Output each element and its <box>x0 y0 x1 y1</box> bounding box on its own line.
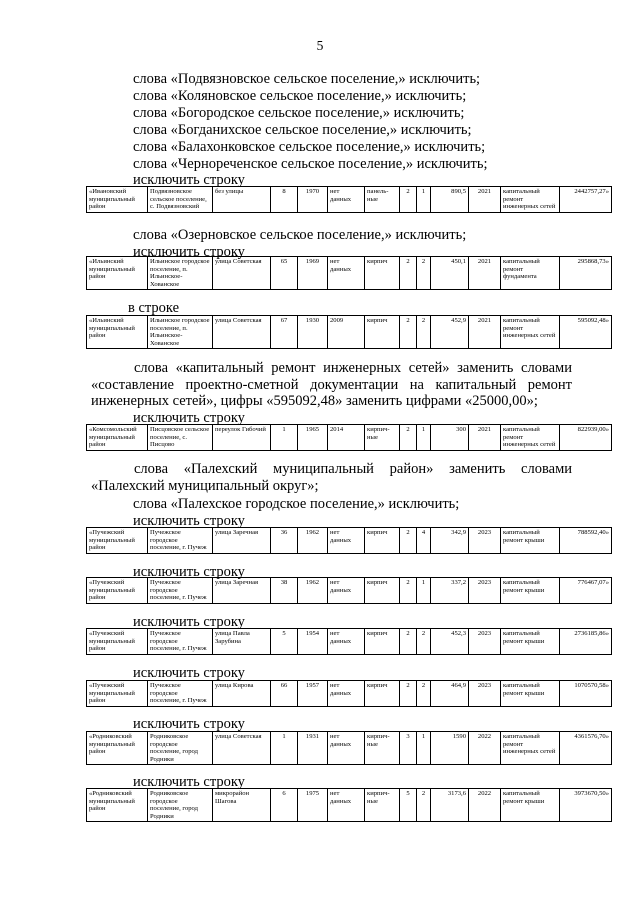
cell-area: 452,9 <box>431 316 469 349</box>
paragraph-line: слова «Палехский муниципальный район» заменить словами <box>134 461 572 477</box>
cell-wall-material: кирпич <box>365 629 400 655</box>
cell-work-type: капитальный ремонт инженерных сетей <box>501 316 560 349</box>
cell-cost: 3973670,50» <box>560 789 612 822</box>
cell-year-overhaul: 2009 <box>328 316 365 349</box>
cell-year-built: 1969 <box>298 257 328 290</box>
cell-district: «Комсомольский муниципальный район <box>87 425 148 451</box>
table-row <box>86 788 612 822</box>
text-line: исключить строку <box>133 665 245 681</box>
cell-street: улица Павла Зарубина <box>213 629 271 655</box>
cell-year-overhaul: нет данных <box>328 789 365 822</box>
page-number: 5 <box>316 38 324 53</box>
text-line: слова «Озерновское сельское поселение,» исключить; <box>133 227 467 243</box>
cell-wall-material: кирпич <box>365 316 400 349</box>
cell-house-number: 66 <box>271 681 298 707</box>
cell-year-overhaul: нет данных <box>328 732 365 765</box>
table-row-cells <box>87 425 612 451</box>
text-line: слова «Подвязновское сельское поселение,» исключить; <box>133 71 481 87</box>
cell-year-built: 1965 <box>298 425 328 451</box>
cell-house-number: 6 <box>271 789 298 822</box>
cell-district: «Пучежский муниципальный район <box>87 528 148 554</box>
cell-street: переулок Гибочий <box>213 425 271 451</box>
cell-work-type: капитальный ремонт крыши <box>501 789 560 822</box>
cell-entrances: 1 <box>417 425 431 451</box>
cell-year-built: 1930 <box>298 316 328 349</box>
cell-year-overhaul: нет данных <box>328 681 365 707</box>
cell-area: 300 <box>431 425 469 451</box>
paragraph <box>91 360 572 410</box>
cell-area: 464,9 <box>431 681 469 707</box>
cell-year-planned: 2021 <box>469 257 501 290</box>
text-line: слова «Коляновское сельское поселение,» исключить; <box>133 88 467 104</box>
table-row-cells <box>87 789 612 822</box>
cell-year-planned: 2022 <box>469 789 501 822</box>
cell-floors: 2 <box>400 528 417 554</box>
cell-settlement: Писцовское сельское поселение, с. Писцово <box>148 425 213 451</box>
cell-cost: 776467,07» <box>560 578 612 604</box>
cell-settlement: Пучежское городское поселение, г. Пучеж <box>148 681 213 707</box>
cell-settlement: Пучежское городское поселение, г. Пучеж <box>148 578 213 604</box>
cell-work-type: капитальный ремонт крыши <box>501 629 560 655</box>
paragraph-line: «составление проектно-сметной документации на капитальный ремонт <box>91 376 572 393</box>
cell-entrances: 4 <box>417 528 431 554</box>
cell-street: улица Заречная <box>213 528 271 554</box>
paragraph-line: слова «капитальный ремонт инженерных сетей» заменить словами <box>134 360 572 376</box>
cell-cost: 295868,73» <box>560 257 612 290</box>
cell-house-number: 1 <box>271 425 298 451</box>
table-row <box>86 315 612 349</box>
cell-cost: 4361576,70» <box>560 732 612 765</box>
text-line: исключить строку <box>133 774 245 790</box>
cell-area: 342,9 <box>431 528 469 554</box>
cell-settlement: Подвязновское сельское поселение, с. Подвязновский <box>148 187 213 213</box>
cell-work-type: капитальный ремонт крыши <box>501 681 560 707</box>
text-line: слова «Богданихское сельское поселение,» исключить; <box>133 122 472 138</box>
cell-settlement: Ильинское городское поселение, п. Ильинское-Хованское <box>148 257 213 290</box>
cell-floors: 2 <box>400 681 417 707</box>
cell-year-built: 1954 <box>298 629 328 655</box>
cell-entrances: 1 <box>417 732 431 765</box>
cell-entrances: 2 <box>417 789 431 822</box>
table-row <box>86 577 612 604</box>
cell-street: без улицы <box>213 187 271 213</box>
cell-district: «Пучежский муниципальный район <box>87 629 148 655</box>
cell-entrances: 2 <box>417 629 431 655</box>
cell-settlement: Пучежское городское поселение, г. Пучеж <box>148 629 213 655</box>
cell-house-number: 5 <box>271 629 298 655</box>
cell-year-built: 1962 <box>298 578 328 604</box>
cell-district: «Ильинский муниципальный район <box>87 316 148 349</box>
cell-year-built: 1957 <box>298 681 328 707</box>
cell-year-overhaul: нет данных <box>328 528 365 554</box>
text-line: слова «Богородское сельское поселение,» исключить; <box>133 105 465 121</box>
cell-street: микрорайон Шагова <box>213 789 271 822</box>
cell-street: улица Советская <box>213 257 271 290</box>
cell-area: 450,1 <box>431 257 469 290</box>
cell-floors: 2 <box>400 578 417 604</box>
cell-wall-material: панель-ные <box>365 187 400 213</box>
cell-floors: 2 <box>400 257 417 290</box>
cell-wall-material: кирпич <box>365 578 400 604</box>
cell-wall-material: кирпич <box>365 257 400 290</box>
cell-settlement: Родниковское городское поселение, город Родники <box>148 789 213 822</box>
cell-district: «Ивановский муниципальный район <box>87 187 148 213</box>
table-row <box>86 256 612 290</box>
table-row-cells <box>87 528 612 554</box>
cell-floors: 3 <box>400 732 417 765</box>
cell-entrances: 2 <box>417 681 431 707</box>
table-row-cells <box>87 316 612 349</box>
text-line: исключить строку <box>133 244 245 260</box>
table-row-cells <box>87 681 612 707</box>
cell-wall-material: кирпич-ные <box>365 789 400 822</box>
text-line: слова «Балахонковское сельское поселение,» исключить; <box>133 139 486 155</box>
cell-settlement: Пучежское городское поселение, г. Пучеж <box>148 528 213 554</box>
cell-wall-material: кирпич <box>365 528 400 554</box>
cell-year-overhaul: 2014 <box>328 425 365 451</box>
cell-street: улица Заречная <box>213 578 271 604</box>
cell-district: «Пучежский муниципальный район <box>87 681 148 707</box>
cell-year-planned: 2021 <box>469 187 501 213</box>
cell-district: «Родниковский муниципальный район <box>87 732 148 765</box>
cell-house-number: 65 <box>271 257 298 290</box>
paragraph <box>91 461 572 494</box>
cell-year-planned: 2023 <box>469 681 501 707</box>
cell-floors: 2 <box>400 425 417 451</box>
cell-year-built: 1931 <box>298 732 328 765</box>
cell-street: улица Советская <box>213 316 271 349</box>
cell-wall-material: кирпич-ные <box>365 425 400 451</box>
text-line: исключить строку <box>133 172 245 188</box>
table-row-cells <box>87 732 612 765</box>
text-line: слова «Чернореченское сельское поселение,» исключить; <box>133 156 488 172</box>
cell-wall-material: кирпич <box>365 681 400 707</box>
paragraph-line: инженерных сетей», цифры «595092,48» заменить цифрами «25000,00»; <box>91 393 538 410</box>
cell-cost: 1070570,58» <box>560 681 612 707</box>
table-row-cells <box>87 578 612 604</box>
cell-district: «Пучежский муниципальный район <box>87 578 148 604</box>
cell-street: улица Кирова <box>213 681 271 707</box>
cell-work-type: капитальный ремонт инженерных сетей <box>501 187 560 213</box>
cell-area: 337,2 <box>431 578 469 604</box>
cell-area: 452,3 <box>431 629 469 655</box>
table-row-cells <box>87 629 612 655</box>
cell-year-planned: 2023 <box>469 629 501 655</box>
text-line: исключить строку <box>133 513 245 529</box>
cell-floors: 2 <box>400 629 417 655</box>
text-line: в строке <box>128 300 180 316</box>
cell-year-planned: 2021 <box>469 316 501 349</box>
table-row <box>86 527 612 554</box>
cell-year-built: 1962 <box>298 528 328 554</box>
cell-settlement: Родниковское городское поселение, город Родники <box>148 732 213 765</box>
cell-settlement: Ильинское городское поселение, п. Ильинское-Хованское <box>148 316 213 349</box>
cell-work-type: капитальный ремонт инженерных сетей <box>501 425 560 451</box>
cell-floors: 5 <box>400 789 417 822</box>
cell-entrances: 1 <box>417 187 431 213</box>
table-row <box>86 186 612 213</box>
cell-year-overhaul: нет данных <box>328 629 365 655</box>
cell-year-planned: 2021 <box>469 425 501 451</box>
cell-work-type: капитальный ремонт фундамента <box>501 257 560 290</box>
text-line: исключить строку <box>133 564 245 580</box>
cell-cost: 2442757,27» <box>560 187 612 213</box>
cell-year-overhaul: нет данных <box>328 187 365 213</box>
cell-cost: 788592,40» <box>560 528 612 554</box>
cell-work-type: капитальный ремонт крыши <box>501 528 560 554</box>
text-line: исключить строку <box>133 410 245 426</box>
cell-year-planned: 2023 <box>469 578 501 604</box>
table-row-cells <box>87 257 612 290</box>
cell-street: улица Советская <box>213 732 271 765</box>
cell-entrances: 1 <box>417 578 431 604</box>
text-line: слова «Палехское городское поселение,» исключить; <box>133 496 460 512</box>
cell-house-number: 1 <box>271 732 298 765</box>
cell-cost: 822939,00» <box>560 425 612 451</box>
cell-cost: 2736185,86» <box>560 629 612 655</box>
cell-year-overhaul: нет данных <box>328 578 365 604</box>
cell-year-planned: 2023 <box>469 528 501 554</box>
cell-year-built: 1970 <box>298 187 328 213</box>
table-row <box>86 628 612 655</box>
cell-year-built: 1975 <box>298 789 328 822</box>
cell-cost: 595092,48» <box>560 316 612 349</box>
cell-house-number: 36 <box>271 528 298 554</box>
cell-district: «Родниковский муниципальный район <box>87 789 148 822</box>
paragraph-line: «Палехский муниципальный округ»; <box>91 477 319 494</box>
cell-house-number: 38 <box>271 578 298 604</box>
cell-work-type: капитальный ремонт крыши <box>501 578 560 604</box>
cell-work-type: капитальный ремонт инженерных сетей <box>501 732 560 765</box>
cell-area: 890,5 <box>431 187 469 213</box>
cell-floors: 2 <box>400 187 417 213</box>
cell-entrances: 2 <box>417 316 431 349</box>
cell-entrances: 2 <box>417 257 431 290</box>
table-row <box>86 731 612 765</box>
cell-district: «Ильинский муниципальный район <box>87 257 148 290</box>
text-line: исключить строку <box>133 614 245 630</box>
cell-area: 1590 <box>431 732 469 765</box>
cell-floors: 2 <box>400 316 417 349</box>
cell-wall-material: кирпич-ные <box>365 732 400 765</box>
cell-house-number: 67 <box>271 316 298 349</box>
table-row-cells <box>87 187 612 213</box>
cell-year-overhaul: нет данных <box>328 257 365 290</box>
table-row <box>86 424 612 451</box>
cell-area: 3173,6 <box>431 789 469 822</box>
cell-year-planned: 2022 <box>469 732 501 765</box>
text-line: исключить строку <box>133 716 245 732</box>
cell-house-number: 8 <box>271 187 298 213</box>
table-row <box>86 680 612 707</box>
